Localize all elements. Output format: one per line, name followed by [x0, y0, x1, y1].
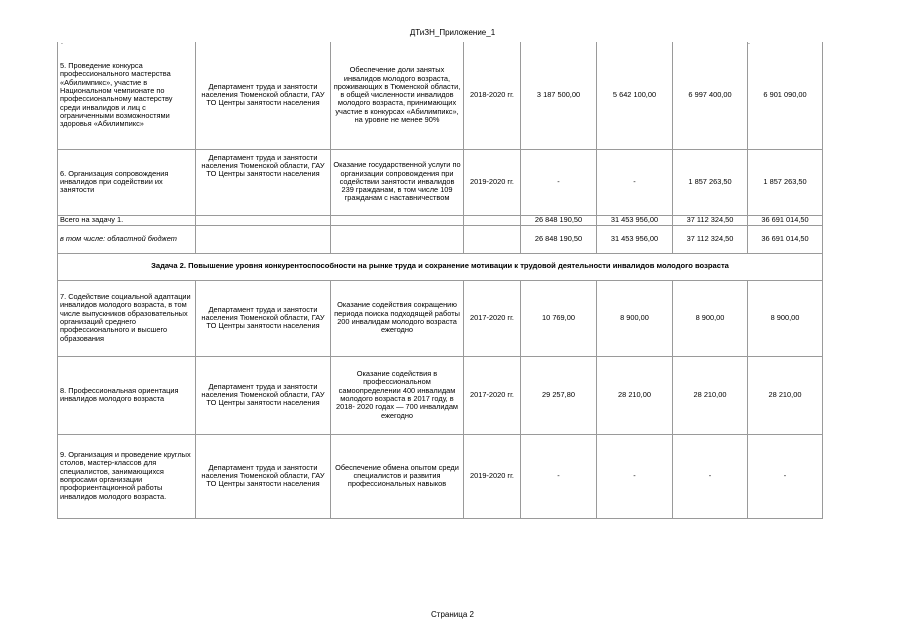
value-cell: 8 900,00	[673, 280, 748, 356]
value-cell: 8 900,00	[748, 280, 823, 356]
stray-mark: .	[61, 39, 63, 46]
budget-label: в том числе: областной бюджет	[58, 225, 196, 253]
value-cell: 6 901 090,00	[748, 42, 823, 149]
activity-name: 6. Организация сопровождения инвалидов при содействии их занятости	[58, 149, 196, 215]
expected-result: Оказание содействия сокращению периода поиска подходящей работы 200 инвалидам молодого возраста ежегодно	[331, 280, 464, 356]
value-cell: -	[748, 434, 823, 518]
value-cell: -	[597, 434, 673, 518]
value-cell: -	[521, 149, 597, 215]
value-cell: 29 257,80	[521, 356, 597, 434]
period: 2018-2020 гг.	[464, 42, 521, 149]
value-cell: -	[673, 434, 748, 518]
page-header: ДТиЗН_Приложение_1	[409, 28, 496, 37]
budget-value: 36 691 014,50	[748, 225, 823, 253]
executor: Департамент труда и занятости населения Тюменской области, ГАУ ТО Центры занятости населения	[196, 280, 331, 356]
total-value: 26 848 190,50	[521, 215, 597, 225]
activity-name: 9. Организация и проведение круглых столов, мастер-классов для специалистов, занимающихся вопросами организации профориентационной работы инвалидов молодого возраста.	[58, 434, 196, 518]
empty-cell	[331, 215, 464, 225]
value-cell: 28 210,00	[748, 356, 823, 434]
period: 2019-2020 гг.	[464, 434, 521, 518]
value-cell: 10 769,00	[521, 280, 597, 356]
value-cell: 3 187 500,00	[521, 42, 597, 149]
task-header-row	[58, 253, 823, 280]
total-value: 31 453 956,00	[597, 215, 673, 225]
value-cell: 28 210,00	[597, 356, 673, 434]
value-cell: 28 210,00	[673, 356, 748, 434]
value-cell: 1 857 263,50	[748, 149, 823, 215]
table-row	[58, 434, 823, 518]
expected-result: Обеспечение доли занятых инвалидов молодого возраста, проживающих в Тюменской области, в общей численности инвалидов молодого возраста, принимающих участие в конкурсах «Абилимпикс», на уровне не менее 90%	[331, 42, 464, 149]
period: 2017-2020 гг.	[464, 280, 521, 356]
value-cell: 8 900,00	[597, 280, 673, 356]
value-cell: 6 997 400,00	[673, 42, 748, 149]
task-2-title: Задача 2. Повышение уровня конкурентоспособности на рынке труда и сохранение мотивации к трудовой деятельности инвалидов молодого возраста	[58, 253, 823, 280]
period: 2019-2020 гг.	[464, 149, 521, 215]
table-row	[58, 42, 823, 149]
executor: Департамент труда и занятости населения Тюменской области, ГАУ ТО Центры занятости населения	[196, 434, 331, 518]
budget-row	[58, 225, 823, 253]
expected-result: Оказание государственной услуги по организации сопровождения при содействии занятости инвалидов 239 гражданам, в том числе 109 гражданам с наставничеством	[331, 149, 464, 215]
budget-value: 37 112 324,50	[673, 225, 748, 253]
program-table	[57, 42, 823, 519]
expected-result: Оказание содействия в профессиональном самоопределении 400 инвалидам молодого возраста в 2017 году, в 2018- 2020 годах — 700 инвалидам ежегодно	[331, 356, 464, 434]
empty-cell	[464, 225, 521, 253]
table-row	[58, 280, 823, 356]
budget-value: 26 848 190,50	[521, 225, 597, 253]
empty-cell	[196, 215, 331, 225]
total-label: Всего на задачу 1.	[58, 215, 196, 225]
budget-value: 31 453 956,00	[597, 225, 673, 253]
executor: Департамент труда и занятости населения Тюменской области, ГАУ ТО Центры занятости населения	[196, 42, 331, 149]
expected-result: Обеспечение обмена опытом среди специалистов и развития профессиональных навыков	[331, 434, 464, 518]
page-footer: Страница 2	[431, 610, 474, 619]
activity-name: 7. Содействие социальной адаптации инвалидов молодого возраста, в том числе выпускников образовательных организаций среднего профессионального и высшего образования	[58, 280, 196, 356]
total-value: 37 112 324,50	[673, 215, 748, 225]
total-row	[58, 215, 823, 225]
value-cell: -	[521, 434, 597, 518]
empty-cell	[331, 225, 464, 253]
table-row	[58, 149, 823, 215]
executor: Департамент труда и занятости населения Тюменской области, ГАУ ТО Центры занятости населения	[196, 356, 331, 434]
total-value: 36 691 014,50	[748, 215, 823, 225]
activity-name: 5. Проведение конкурса профессионального мастерства «Абилимпикс», участие в Национальном чемпионате по профессиональному мастерству среди инвалидов и лиц с ограниченными возможностями здоровья «Абилимпикс»	[58, 42, 196, 149]
stray-mark: .	[748, 39, 750, 46]
activity-name: 8. Профессиональная ориентация инвалидов молодого возраста	[58, 356, 196, 434]
table-row	[58, 356, 823, 434]
value-cell: -	[597, 149, 673, 215]
value-cell: 1 857 263,50	[673, 149, 748, 215]
empty-cell	[196, 225, 331, 253]
empty-cell	[464, 215, 521, 225]
period: 2017-2020 гг.	[464, 356, 521, 434]
value-cell: 5 642 100,00	[597, 42, 673, 149]
executor: Департамент труда и занятости населения Тюменской области, ГАУ ТО Центры занятости населения	[196, 149, 331, 215]
